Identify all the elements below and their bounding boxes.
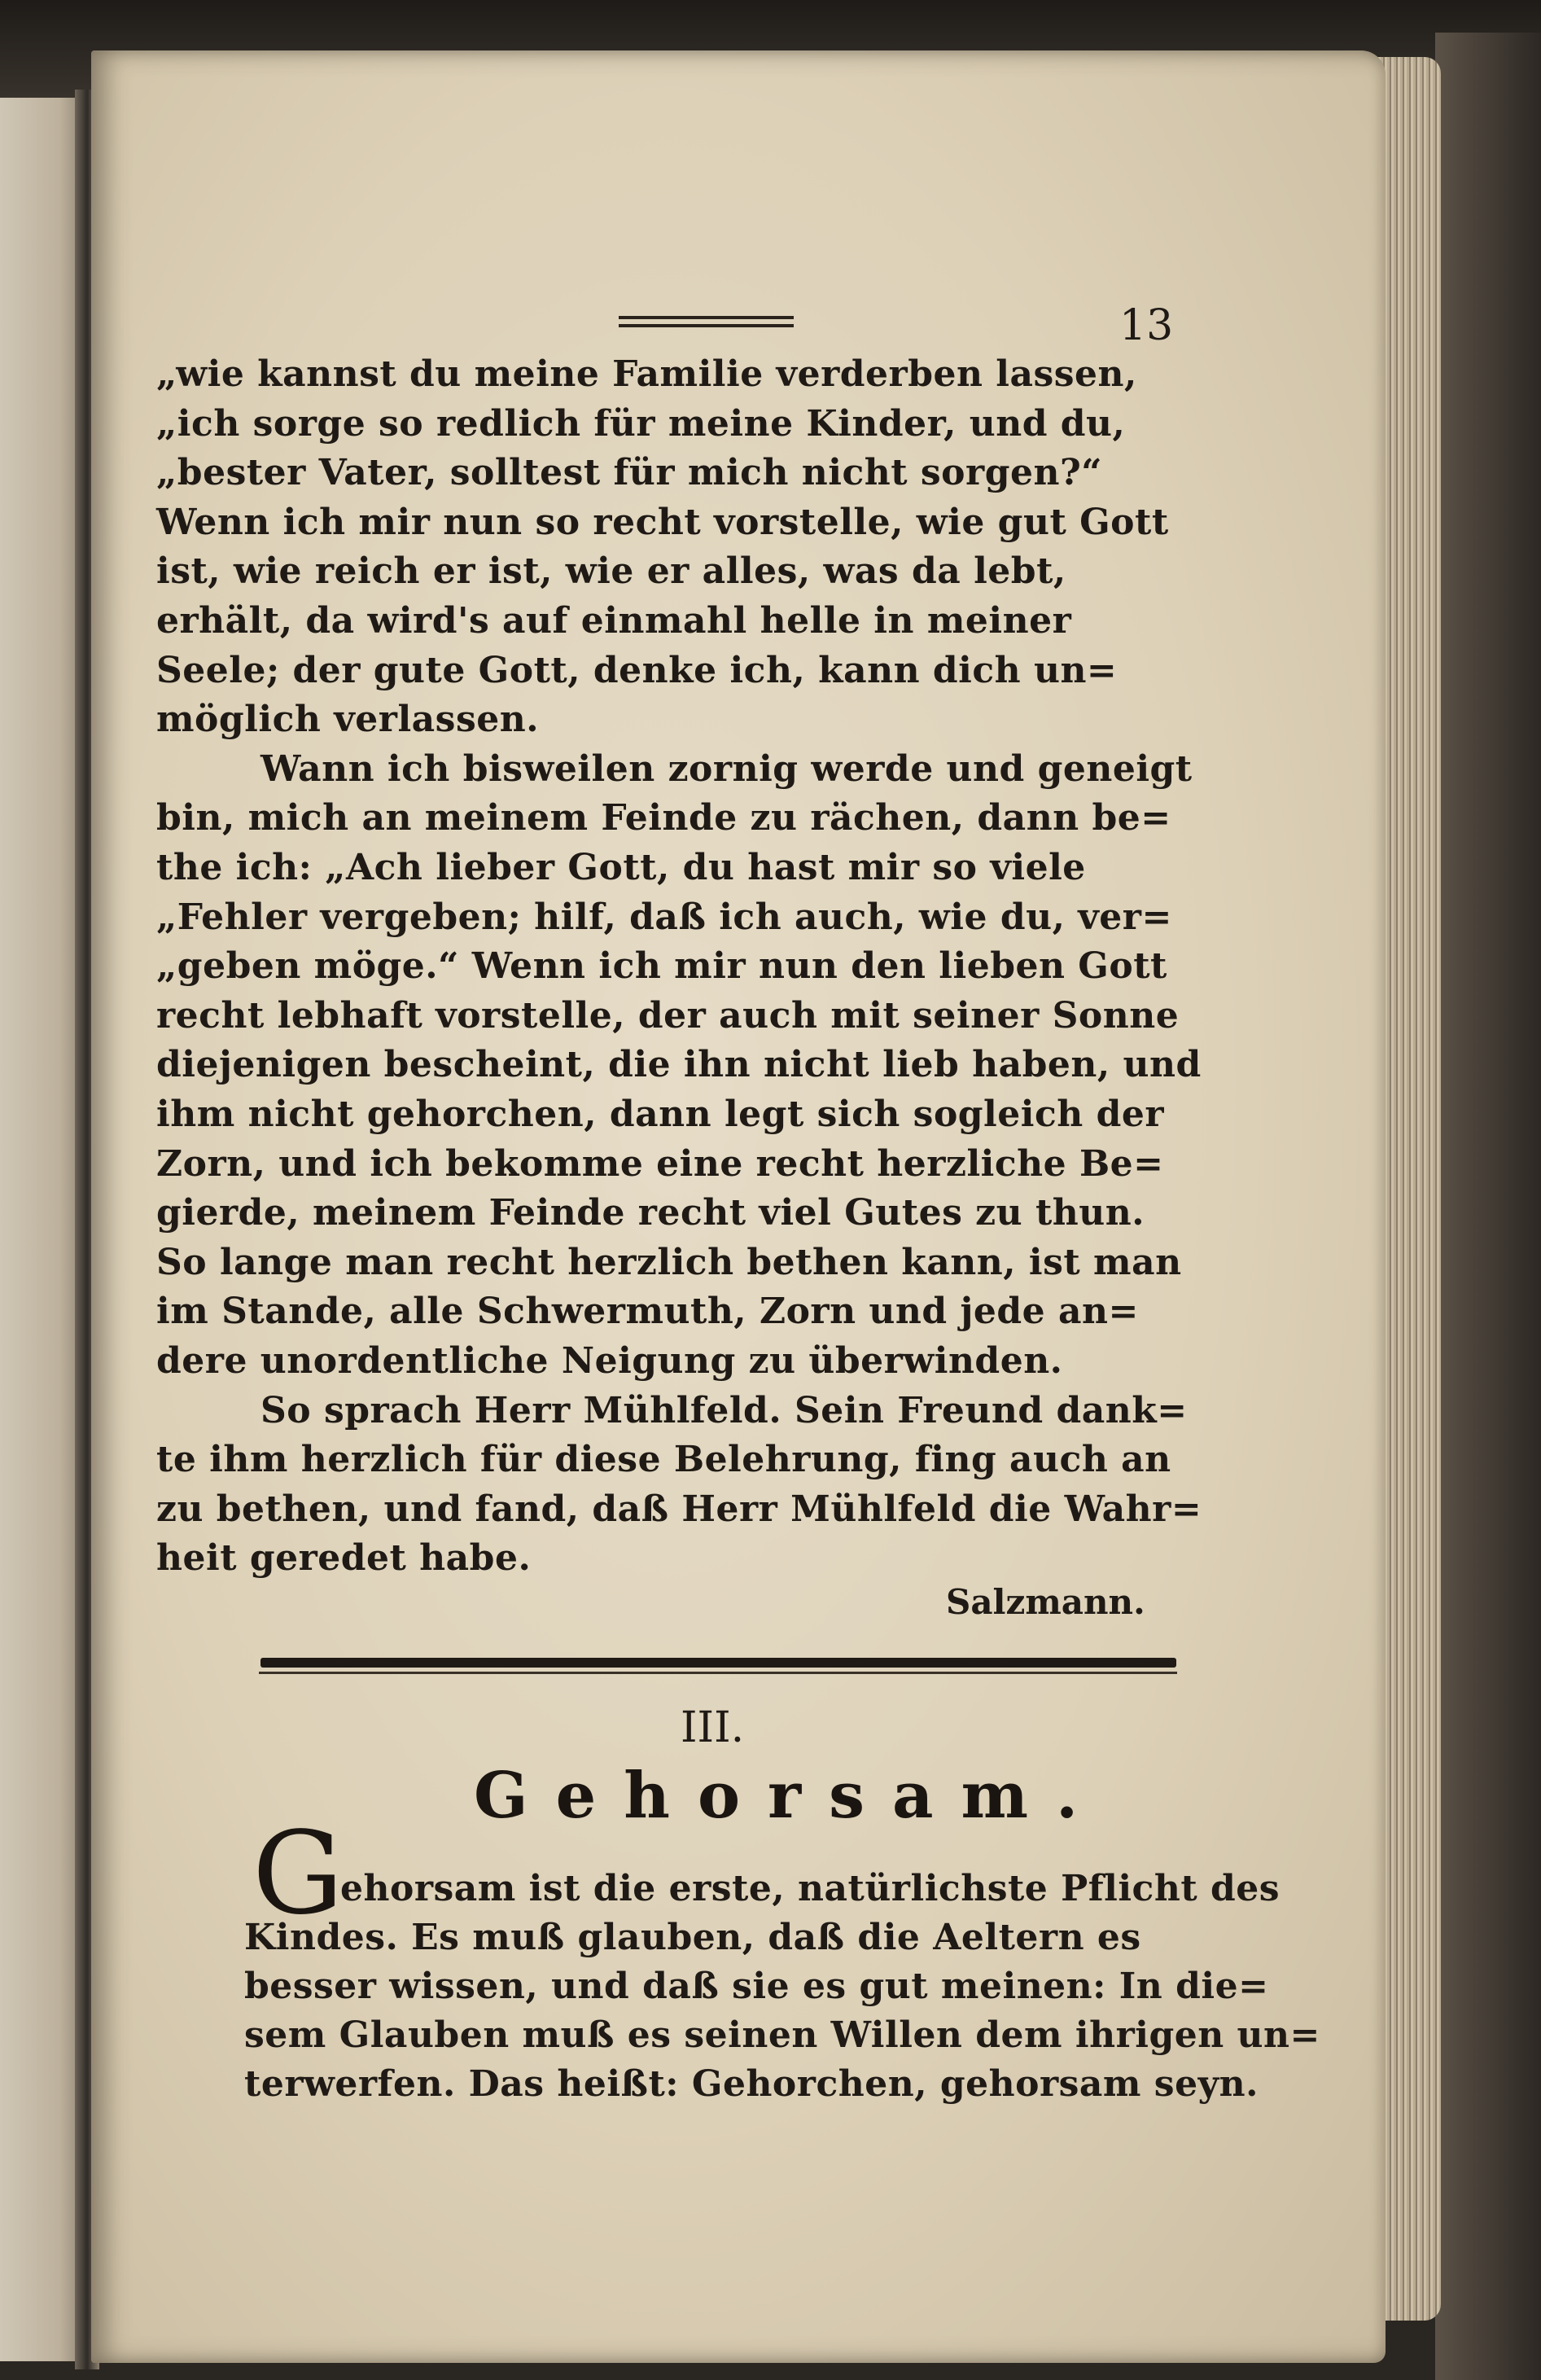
section-text-line: sem Glauben muß es seinen Willen dem ihrigen un=: [244, 2014, 1320, 2056]
text-line: recht lebhaft vorstelle, der auch mit seiner Sonne: [156, 994, 1180, 1037]
text-line: „geben möge.“ Wenn ich mir nun den lieben Gott: [156, 945, 1167, 988]
text-line: gierde, meinem Feinde recht viel Gutes zu thun.: [156, 1192, 1145, 1234]
section-number: III.: [681, 1703, 745, 1752]
text-line: „wie kannst du meine Familie verderben lassen,: [156, 353, 1137, 395]
drop-cap: G: [252, 1808, 344, 1940]
text-line: erhält, da wird's auf einmahl helle in meiner: [156, 600, 1072, 642]
text-line: te ihm herzlich für diese Belehrung, fing auch an: [156, 1439, 1171, 1481]
section-title: Gehorsam.: [474, 1759, 1106, 1833]
section-separator-underline: [259, 1672, 1177, 1674]
text-line: zu bethen, und fand, daß Herr Mühlfeld die Wahr=: [156, 1488, 1202, 1530]
text-line: Zorn, und ich bekomme eine recht herzliche Be=: [156, 1142, 1164, 1185]
text-line: Wenn ich mir nun so recht vorstelle, wie gut Gott: [156, 501, 1169, 543]
author-signature: Salzmann.: [946, 1582, 1145, 1622]
text-line: möglich verlassen.: [156, 699, 540, 741]
text-line: Seele; der gute Gott, denke ich, kann dich un=: [156, 649, 1118, 691]
text-line: „Fehler vergeben; hilf, daß ich auch, wie du, ver=: [156, 896, 1172, 938]
text-line: „bester Vater, solltest für mich nicht sorgen?“: [156, 452, 1103, 494]
text-line: dere unordentliche Neigung zu überwinden.: [156, 1340, 1063, 1382]
text-line: So sprach Herr Mühlfeld. Sein Freund dank=: [260, 1389, 1188, 1431]
section-separator: [260, 1658, 1176, 1668]
section-text-line: Kindes. Es muß glauben, daß die Aeltern es: [244, 1917, 1141, 1958]
page-number: 13: [1119, 301, 1174, 350]
section-text-line: besser wissen, und daß sie es gut meinen: In die=: [244, 1966, 1269, 2007]
text-line: the ich: „Ach lieber Gott, du hast mir so viele: [156, 847, 1086, 888]
text-line: ihm nicht gehorchen, dann legt sich sogleich der: [156, 1094, 1165, 1135]
section-text-line: terwerfen. Das heißt: Gehorchen, gehorsam seyn.: [244, 2063, 1259, 2105]
text-line: bin, mich an meinem Feinde zu rächen, dann be=: [156, 797, 1171, 839]
text-line: ist, wie reich er ist, wie er alles, was da lebt,: [156, 550, 1066, 593]
left-page-edge: [0, 98, 85, 2361]
header-rule: [619, 316, 794, 331]
book-cover-right: [1435, 33, 1541, 2380]
section-text-line: ehorsam ist die erste, natürlichste Pflicht des: [340, 1868, 1281, 1909]
text-line: „ich sorge so redlich für meine Kinder, und du,: [156, 402, 1126, 445]
text-line: im Stande, alle Schwermuth, Zorn und jede an=: [156, 1291, 1139, 1333]
text-line: Wann ich bisweilen zornig werde und geneigt: [260, 747, 1193, 790]
text-line: So lange man recht herzlich bethen kann, ist man: [156, 1241, 1182, 1283]
text-line: diejenigen bescheint, die ihn nicht lieb haben, und: [156, 1044, 1202, 1086]
text-line: heit geredet habe.: [156, 1537, 532, 1580]
